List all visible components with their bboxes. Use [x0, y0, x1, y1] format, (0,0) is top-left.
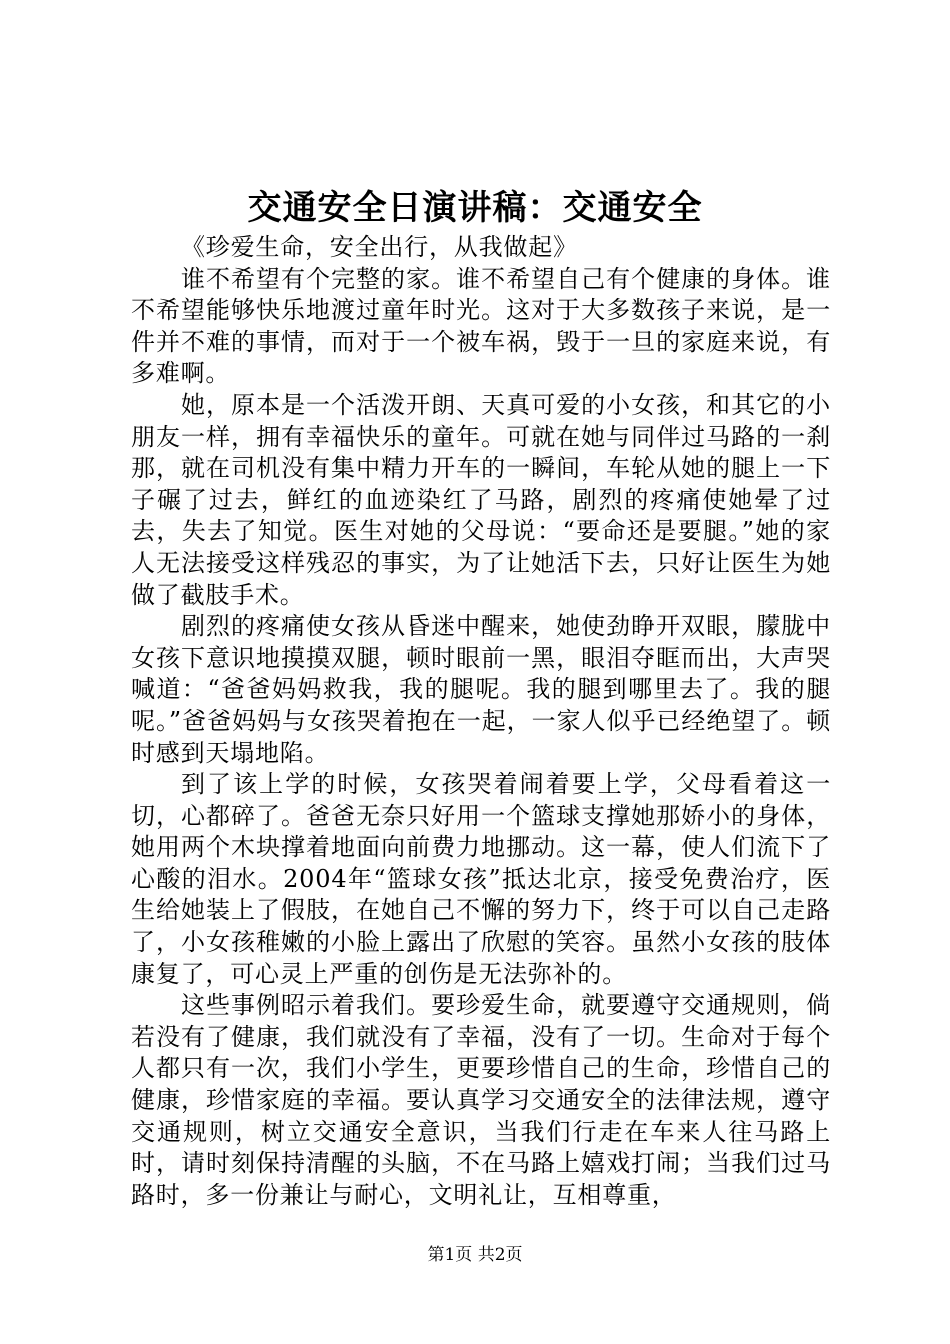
paragraph: 这些事例昭示着我们。要珍爱生命，就要遵守交通规则，倘若没有了健康，我们就没有了幸福，没有了一切。生命对于每个人都只有一次，我们小学生，更要珍惜自己的生命，珍惜自己的健康，珍惜家庭的幸福。要认真学习交通安全的法律法规，遵守交通规则，树立交通安全意识，当我们行走在车来人往马路上时，请时刻保持清醒的头脑，不在马路上嬉戏打闹；当我们过马路时，多一份兼让与耐心，文明礼让，互相尊重， — [131, 991, 831, 1209]
page-number-footer: 第1页 共2页 — [427, 1245, 523, 1265]
paragraph-subtitle: 《珍爱生命，安全出行，从我做起》 — [181, 233, 578, 261]
paragraph: 到了该上学的时候，女孩哭着闹着要上学，父母看着这一切，心都碎了。爸爸无奈只好用一个篮球支撑她那娇小的身体，她用两个木块撑着地面向前费力地挪动。这一幕，使人们流下了心酸的泪水。2004年“篮球女孩”抵达北京，接受免费治疗，医生给她装上了假肢，在她自己不懈的努力下，终于可以自己走路了，小女孩稚嫩的小脸上露出了欣慰的笑容。虽然小女孩的肢体康复了，可心灵上严重的创伤是无法弥补的。 — [131, 770, 831, 988]
document-body — [131, 232, 831, 1211]
paragraph: 她，原本是一个活泼开朗、天真可爱的小女孩，和其它的小朋友一样，拥有幸福快乐的童年。可就在她与同伴过马路的一刹那，就在司机没有集中精力开车的一瞬间，车轮从她的腿上一下子碾了过去，鲜红的血迹染红了马路，剧烈的疼痛使她晕了过去，失去了知觉。医生对她的父母说：“要命还是要腿。”她的家人无法接受这样残忍的事实，为了让她活下去，只好让医生为她做了截肢手术。 — [131, 390, 831, 609]
paragraph: 剧烈的疼痛使女孩从昏迷中醒来，她使劲睁开双眼，朦胧中女孩下意识地摸摸双腿，顿时眼前一黑，眼泪夺眶而出，大声哭喊道：“爸爸妈妈救我，我的腿呢。我的腿到哪里去了。我的腿呢。”爸爸妈妈与女孩哭着抱在一起，一家人似乎已经绝望了。顿时感到天塌地陷。 — [131, 612, 831, 767]
document-title: 交通安全日演讲稿：交通安全 — [247, 188, 703, 228]
paragraph: 谁不希望有个完整的家。谁不希望自己有个健康的身体。谁不希望能够快乐地渡过童年时光。这对于大多数孩子来说，是一件并不难的事情，而对于一个被车祸，毁于一旦的家庭来说，有多难啊。 — [131, 264, 831, 388]
